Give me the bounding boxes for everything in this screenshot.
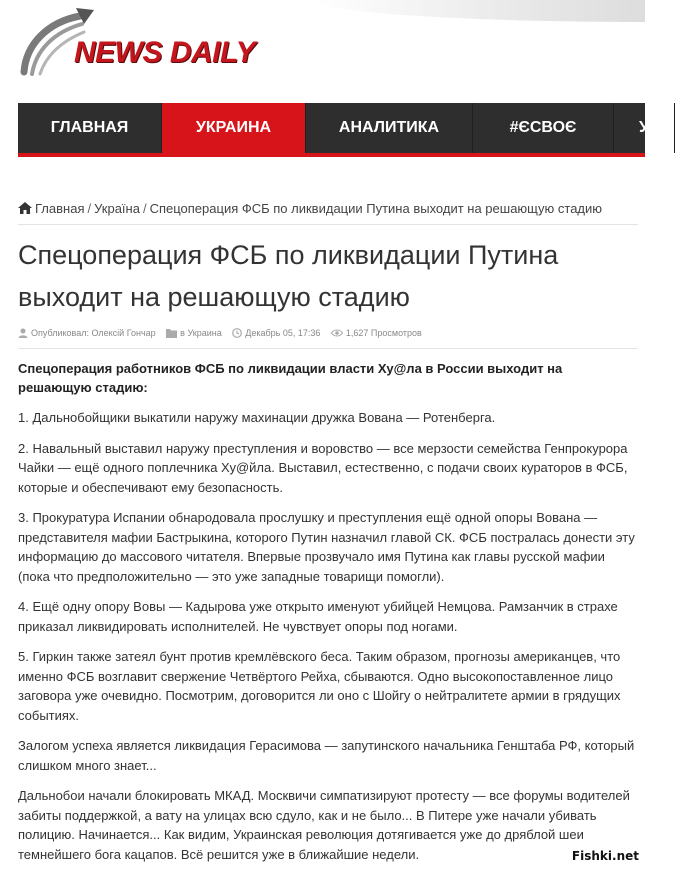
meta-date-text: Декабрь 05, 17:36	[245, 328, 321, 338]
meta-views-text: 1,627 Просмотров	[345, 328, 422, 338]
breadcrumb-separator: /	[87, 201, 92, 216]
article-paragraph: 3. Прокуратура Испании обнародовала прослушку и преступления ещё одной опоры Вована — представителя мафии Бастрыкина, которого Путин назначил главой СК. ФСБ постралась донести эту информацию до массового читателя. Впервые прозвучало имя Путина как главы русской мафии (пока что предположительно — это уже западные товарищи помогли).	[18, 510, 635, 584]
nav-item-yesvoye[interactable]: #ЄСВОЄ	[473, 103, 614, 153]
logo-text: NEWS DAILY	[74, 36, 256, 69]
nav-accent-line	[18, 153, 645, 157]
watermark: Fishki.net	[571, 849, 639, 863]
article-meta	[18, 326, 638, 340]
breadcrumb	[18, 196, 638, 222]
meta-category[interactable]	[166, 328, 224, 338]
site-logo[interactable]	[18, 4, 278, 84]
nav-item-home[interactable]: ГЛАВНАЯ	[18, 103, 162, 153]
article-paragraph: 4. Ещё одну опору Вовы — Кадырова уже открыто именуют убийцей Немцова. Рамзанчик в страхе приказал ликвидировать исполнителей. Не чувствует опоры под ногами.	[18, 599, 618, 634]
clock-icon	[232, 328, 242, 338]
meta-author-text: Опубликовал: Олексій Гончар	[31, 328, 156, 338]
header-decoration	[315, 0, 645, 22]
breadcrumb-section-link[interactable]: Україна	[94, 201, 140, 216]
article-paragraph: Залогом успеха является ликвидация Герасимова — запутинского начальника Генштаба РФ, который слишком много знает...	[18, 738, 635, 773]
article-title: Спецоперация ФСБ по ликвидации Путина выходит на решающую стадию	[18, 240, 559, 312]
divider	[18, 224, 638, 225]
nav-item-ukraine[interactable]: УКРАИНА	[162, 103, 306, 153]
meta-date	[232, 328, 323, 338]
article-paragraph: 1. Дальнобойщики выкатили наружу махинации дружка Вована — Ротенберга.	[18, 410, 496, 425]
folder-icon	[166, 328, 177, 338]
breadcrumb-current: Спецоперация ФСБ по ликвидации Путина выходит на решающую стадию	[149, 201, 603, 216]
home-icon	[18, 202, 32, 214]
nav-item-analytics[interactable]: АНАЛИТИКА	[306, 103, 473, 153]
breadcrumb-home-link[interactable]: Главная	[35, 201, 85, 216]
breadcrumb-separator: /	[142, 201, 147, 216]
article-lead: Спецоперация работников ФСБ по ликвидации власти Ху@ла в России выходит на решающую стадию:	[18, 361, 563, 395]
article-paragraph: Дальнобои начали блокировать МКАД. Москвичи симпатизируют протесту — все форумы водителей забиты поддержкой, а вату на улицах всю сдуло, как и не было... В Питере уже начали убивать полицию. Начинается... Как видим, Украинская революция дотягивается уже до дряблой шеи темнейшего бога кацапов. Всё решится уже в ближайшие недели.	[18, 788, 630, 862]
article-container	[18, 196, 638, 864]
meta-author[interactable]	[18, 328, 158, 338]
divider	[18, 348, 638, 349]
site-header	[0, 0, 645, 100]
meta-category-text: в Украина	[180, 328, 222, 338]
main-navigation	[18, 103, 649, 153]
nav-item-more[interactable]: У	[614, 103, 675, 153]
article-paragraph: 5. Гиркин также затеял бунт против кремлёвского беса. Таким образом, прогнозы американцев, что именно ФСБ возглавит свержение Четвёртого Рейха, сбываются. Одно высокопоставленное лицо заговора уже очевидно. Посмотрим, договорится ли оно с Шойгу о нейтралитете армии в грядущих событиях.	[18, 649, 621, 723]
user-icon	[18, 328, 28, 338]
eye-icon	[331, 328, 343, 338]
meta-views	[331, 328, 422, 338]
article-paragraph: 2. Навальный выставил наружу преступления и воровство — все мерзости семейства Генпрокурора Чайки — ещё одного поплечника Ху@йла. Выставил, естественно, с подачи своих кураторов в ФСБ, которые и обеспечивают ему безопасность.	[18, 440, 628, 495]
